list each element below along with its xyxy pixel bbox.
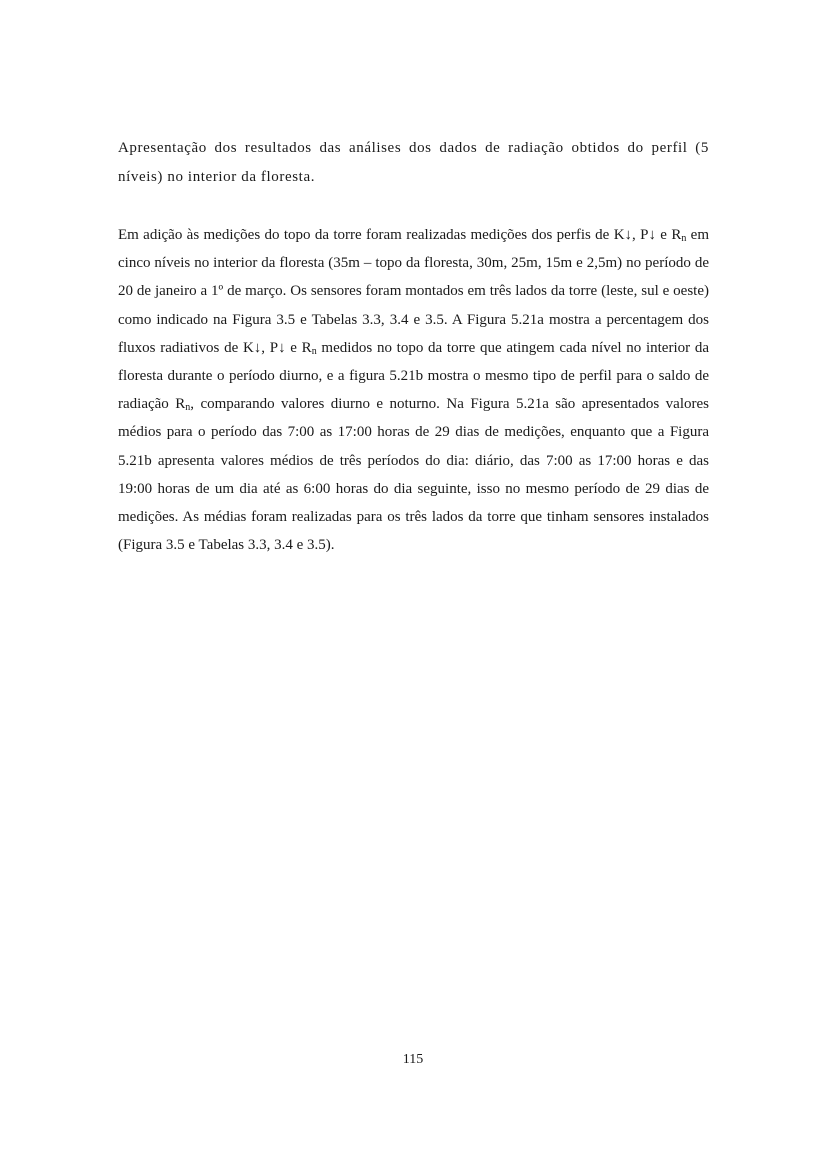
body-paragraph	[118, 221, 709, 559]
subscript-n: n	[681, 233, 687, 244]
intro-paragraph: Apresentação dos resultados das análises dos dados de radiação obtidos do perfil (5 níveis) no interior da floresta.	[118, 140, 709, 185]
subscript-n: n	[311, 345, 317, 357]
body-text-segment: Em adição às medições do topo da torre foram realizadas medições dos perfis de K↓, P↓ e R	[118, 227, 682, 243]
body-text-segment: em cinco níveis no interior da floresta (35m – topo da floresta, 30m, 25m, 15m e 2,5m) no período de 20 de janeiro a 1º de março. Os sensores foram montados em três lados da torre (leste, sul e oeste) como indicado na Figura 3.5 e Tabelas 3.3, 3.4 e 3.5. A Figura 5.21a mostra a percentagem dos fluxos radiativos de K↓, P↓ e R	[118, 227, 710, 356]
body-text-segment: medidos no topo da torre que atingem cada nível no interior da floresta durante o período diurno, e a figura 5.21b mostra o mesmo tipo de perfil para o saldo de radiação R	[118, 339, 709, 413]
body-text-segment: , comparando valores diurno e noturno. Na Figura 5.21a são apresentados valores médios para o período das 7:00 as 17:00 horas de 29 dias de medições, enquanto que a Figura 5.21b apresenta valores médios de três períodos do dia: diário, das 7:00 as 17:00 horas e das 19:00 horas de um dia até as 6:00 horas do dia seguinte, isso no mesmo período de 29 dias de medições. As médias foram realizadas para os três lados da torre que tinham sensores instalados (Figura 3.5 e Tabelas 3.3, 3.4 e 3.5).	[118, 396, 709, 554]
page-number: 115	[402, 1052, 424, 1067]
subscript-n: n	[185, 402, 191, 414]
